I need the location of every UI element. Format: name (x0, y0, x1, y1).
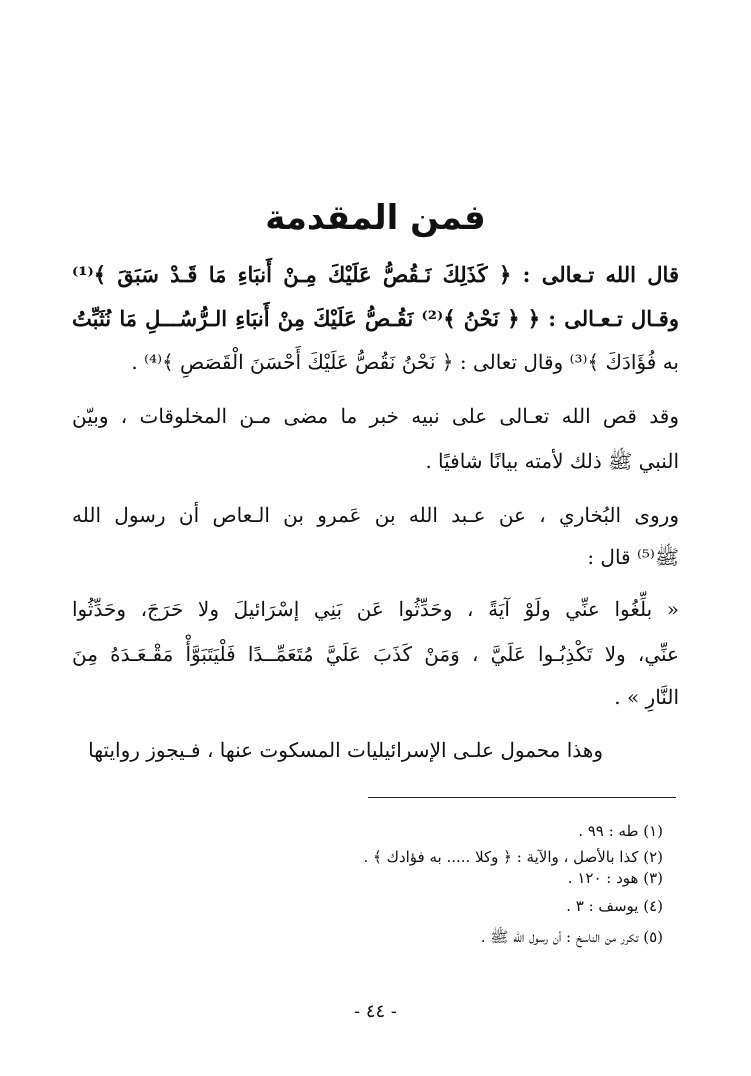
body-line-3: به فُؤَادَكَ ﴾⁽³⁾ وقال تعالى : ﴿ نَحْنُ نَقُصُّ عَلَيْكَ أَحْسَنَ الْقَصَصِ ﴾⁽⁴⁾ . (131, 350, 679, 374)
body-line-2: وقـال تـعـالى : ﴿ ﴿ نَحْنُ ﴾⁽²⁾ نَقُـصُّ عَلَيْكَ مِنْ أَنبَاءِ الـرُّسُـــلِ مَا نُثَبِّتُ (72, 306, 679, 331)
footnote-4: (٤) يوسف : ٣ . (566, 897, 663, 915)
footnote-2: (٢) كذا بالأصل ، والآية : ﴿ وكلا ..... به فؤادك ﴾ . (363, 848, 663, 866)
footnote-5: (٥) تكرر من الناسخ : أن رسول الله ﷺ . (480, 928, 663, 946)
body-line-1: قال الله تـعالى : ﴿ كَذَلِكَ نَـقُصُّ عَلَيْكَ مِـنْ أَنبَاءِ مَا قَـدْ سَبَقَ ﴾⁽¹⁾ (72, 262, 679, 287)
section-heading: فمن المقدمة (265, 198, 486, 238)
body-line-7: ﷺ⁽⁵⁾ قال : (587, 545, 679, 569)
body-line-6: وروى البُخاري ، عن عـبد الله بن عَمرو بن الـعاص أن رسول الله (72, 503, 679, 527)
hadith-line-3: النَّارِ » . (614, 685, 679, 709)
footnote-3: (٣) هود : ١٢٠ . (567, 869, 663, 887)
hadith-line-2: عنِّي، ولا تَكْذِبُـوا عَلَيَّ ، وَمَنْ كَذَبَ عَلَيَّ مُتَعَمِّــدًا فَلْيَتَبَوَّأْ مَقْـعَـدَهُ مِنَ (72, 642, 679, 666)
page-number: - ٤٤ - (354, 1001, 397, 1022)
hadith-line-1: « بلِّغُوا عنِّي ولَوْ آيَةً ، وحَدِّثُوا عَن بَنِي إسْرَائيلَ ولا حَرَجَ، وحَدِّثُوا (72, 597, 679, 621)
footnote-divider (368, 797, 676, 798)
body-line-11: وهذا محمول علـى الإسرائيليات المسكوت عنها ، فـيجوز روايتها (88, 738, 603, 762)
body-line-5: النبي ﷺ ذلك لأمته بيانًا شافيًا . (425, 449, 679, 473)
body-line-4: وقد قص الله تعـالى على نبيه خبر ما مضى مـن المخلوقات ، وبيّن (72, 404, 679, 428)
footnote-1: (١) طه : ٩٩ . (578, 822, 663, 840)
